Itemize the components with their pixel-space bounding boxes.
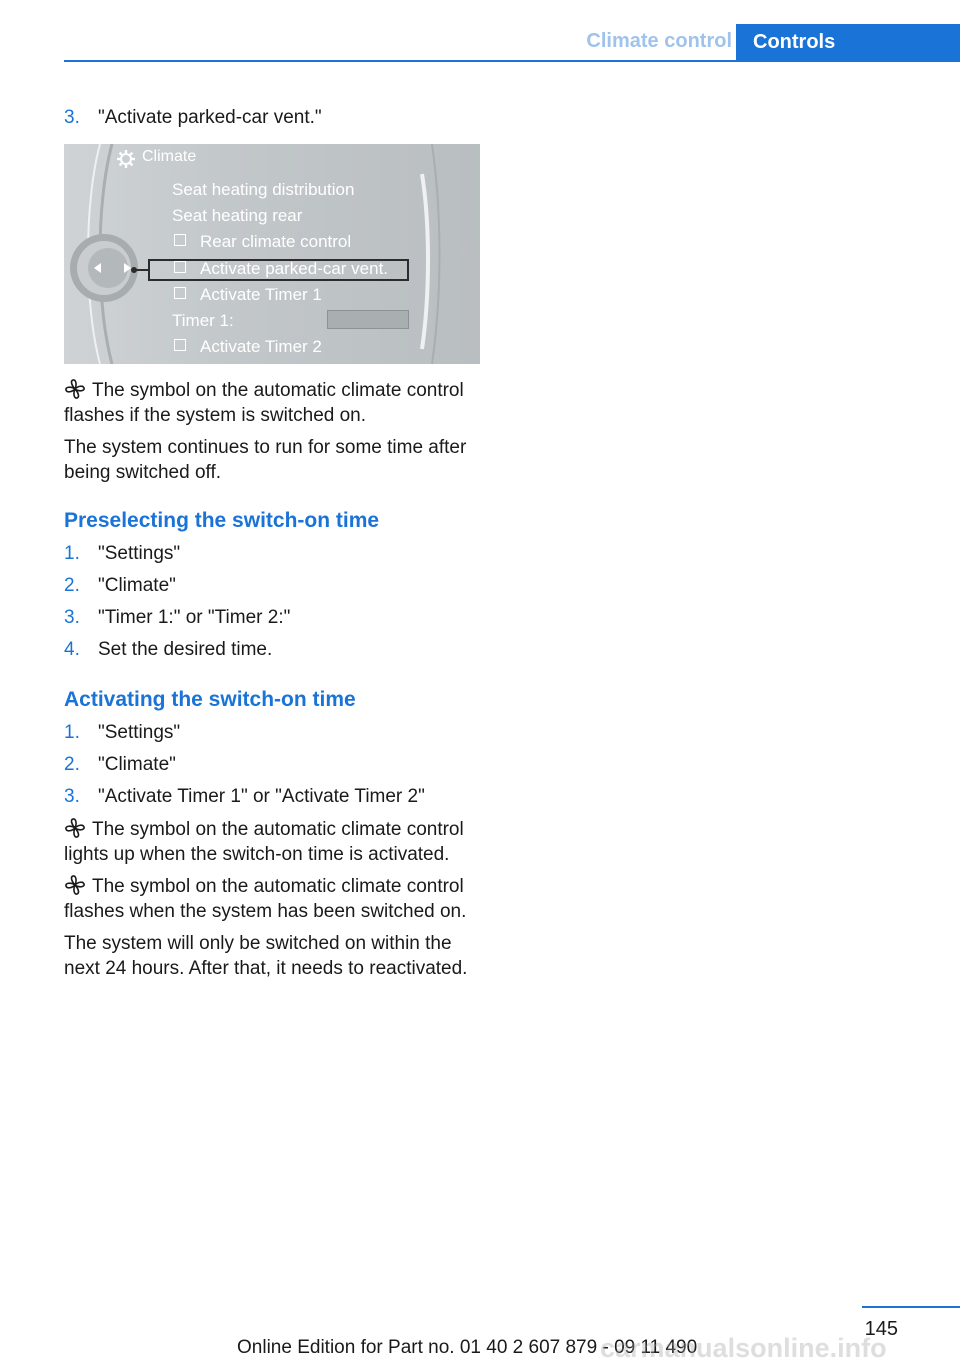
screen-frame-graphic — [64, 144, 480, 364]
screen-title: Climate — [142, 148, 197, 165]
paragraph-text: The symbol on the automatic climate control flashes when the system has been switched on. — [64, 876, 467, 922]
menu-item-timer-1[interactable]: Timer 1: — [172, 311, 234, 330]
menu-item-seat-heating-rear[interactable]: Seat heating rear — [172, 206, 303, 225]
fan-icon — [64, 875, 86, 895]
menu-item-rear-climate-control[interactable] — [174, 232, 351, 252]
step-number: 2. — [64, 754, 80, 775]
page-number: 145 — [864, 1318, 898, 1340]
step-text: "Settings" — [98, 543, 181, 564]
menu-item-label: Activate Timer 1 — [200, 285, 322, 304]
checkbox-icon — [174, 234, 186, 246]
watermark: carmanualsonline.info — [600, 1333, 887, 1363]
paragraph-text: The symbol on the automatic climate control flashes if the system is switched on. — [64, 380, 464, 426]
header-section-title: Climate control — [586, 30, 732, 52]
menu-item-label: Activate parked-car vent. — [200, 259, 389, 278]
step-text: "Climate" — [98, 754, 176, 775]
paragraph-24-hours: The system will only be switched on within the next 24 hours. After that, it needs to reactivated. — [64, 933, 468, 979]
step-number: 1. — [64, 722, 80, 743]
fan-icon — [64, 818, 86, 838]
timer-1-time-field[interactable] — [327, 310, 409, 329]
edition-footer: Online Edition for Part no. 01 40 2 607 879 - 09 11 490 — [237, 1337, 698, 1358]
gear-icon — [116, 149, 136, 169]
step-text: Set the desired time. — [98, 639, 273, 660]
menu-item-label: Activate Timer 2 — [200, 337, 322, 356]
step-text: "Activate Timer 1" or "Activate Timer 2" — [98, 786, 425, 807]
paragraph-symbol-flashes — [64, 378, 484, 428]
paragraph-text: The symbol on the automatic climate control lights up when the switch-on time is activated. — [64, 819, 464, 865]
step-number: 4. — [64, 639, 80, 660]
heading-preselecting: Preselecting the switch-on time — [64, 509, 380, 532]
menu-item-activate-parked-car-vent[interactable] — [174, 259, 388, 279]
paragraph-continues-running: The system continues to run for some time after being switched off. — [64, 437, 467, 483]
menu-item-activate-timer-1[interactable] — [174, 285, 322, 305]
header-rule — [64, 60, 960, 62]
paragraph-symbol-flashes-switched-on — [64, 874, 484, 924]
step-text: "Climate" — [98, 575, 176, 596]
step-text: "Timer 1:" or "Timer 2:" — [98, 607, 291, 628]
checkbox-icon — [174, 339, 186, 351]
menu-item-activate-timer-2[interactable] — [174, 337, 322, 357]
step-text: "Activate parked-car vent." — [98, 107, 322, 128]
step-number: 3. — [64, 107, 80, 128]
fan-icon — [64, 379, 86, 399]
menu-item-seat-heating-distribution[interactable]: Seat heating distribution — [172, 180, 355, 199]
step-number: 1. — [64, 543, 80, 564]
heading-activating: Activating the switch-on time — [64, 688, 356, 711]
header-chapter-tab: Controls — [736, 24, 960, 62]
step-text: "Settings" — [98, 722, 181, 743]
checkbox-icon — [174, 287, 186, 299]
menu-item-label: Rear climate control — [200, 232, 352, 251]
step-number: 3. — [64, 786, 80, 807]
footer-rule — [862, 1306, 960, 1308]
checkbox-icon — [174, 261, 186, 273]
paragraph-symbol-lights-up — [64, 817, 484, 867]
step-number: 2. — [64, 575, 80, 596]
idrive-screen-figure — [64, 144, 480, 364]
step-number: 3. — [64, 607, 80, 628]
